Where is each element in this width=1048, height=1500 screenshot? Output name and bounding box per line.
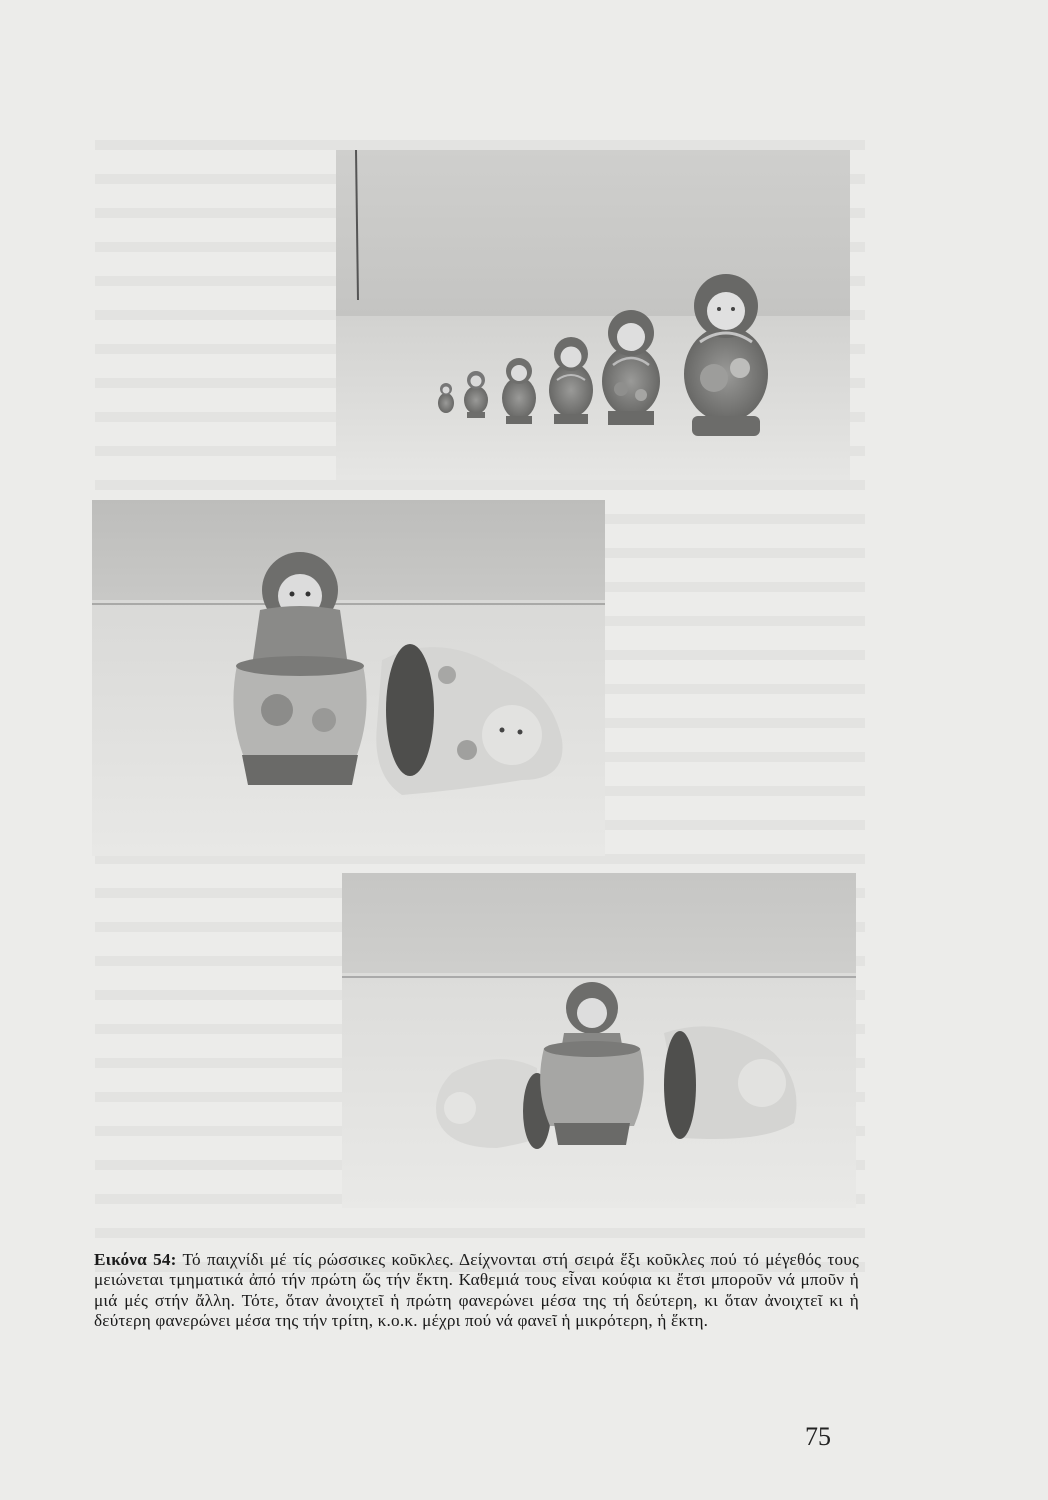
doll-outer-base — [233, 656, 366, 785]
photo-six-dolls-row — [336, 150, 850, 480]
photo-dolls-nested — [342, 873, 856, 1208]
figure-caption — [94, 1250, 859, 1331]
page-number: 75 — [805, 1422, 831, 1451]
left-half-fallen — [436, 1059, 551, 1149]
doll-6 — [438, 383, 454, 413]
caption-text: Τό παιχνίδι μέ τίς ρώσσικες κοῦκλες. Δείχνονται στή σειρά ἕξι κοῦκλες πού τό μέγεθός τους μειώνεται τμηματικά ἀπό τήν πρώτη ὥς τήν ἕκτη. Καθεμιά τους εἶναι κούφια κι ἔτσι μποροῦν νά μποῦν ἡ μιά μές στήν ἄλλη. Τότε, ὅταν ἀνοιχτεῖ ἡ πρώτη φανερώνει μέσα της τή δεύτερη, κι ὅταν ἀνοιχτεῖ κι ἡ δεύτερη φανερώνει μέσα της τήν τρίτη, κ.ο.κ. μέχρι πού νά φανεῖ ἡ μικρότερη, ἡ ἕκτη. — [94, 1250, 859, 1330]
photo-doll-opened — [92, 500, 605, 856]
caption-label: Εικόνα 54: — [94, 1250, 177, 1270]
